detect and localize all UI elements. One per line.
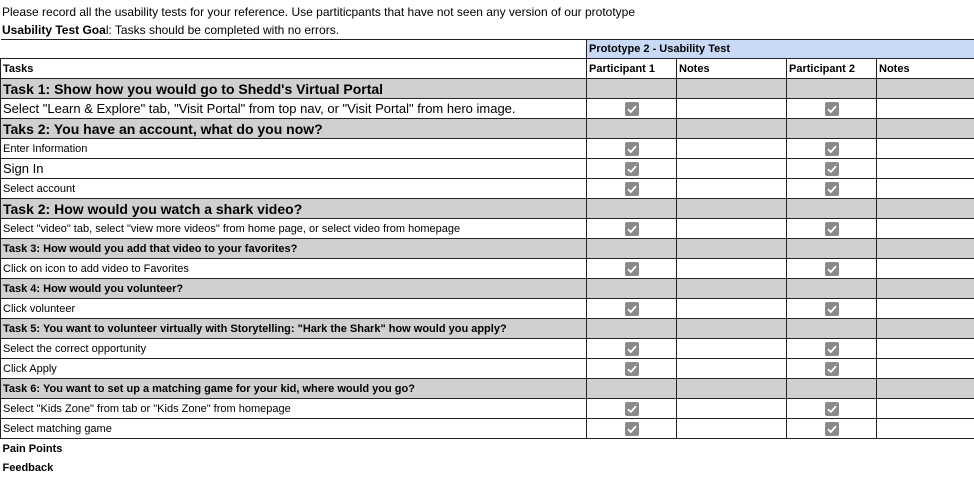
participant-2-cell[interactable] [787, 259, 877, 279]
participant-1-cell[interactable] [587, 319, 677, 339]
checkbox-icon[interactable] [825, 262, 839, 276]
step-row [1, 159, 974, 179]
checkbox-icon[interactable] [625, 162, 639, 176]
participant-1-cell[interactable] [587, 99, 677, 119]
checkbox-icon[interactable] [825, 102, 839, 116]
notes-1-cell[interactable] [677, 159, 787, 179]
checkbox-icon[interactable] [625, 222, 639, 236]
participant-2-cell[interactable] [787, 99, 877, 119]
step-label[interactable]: Select "video" tab, select "view more videos" from home page, or select video from homepage [1, 219, 587, 239]
feedback-label[interactable]: Feedback [1, 458, 974, 477]
notes-1-cell[interactable] [677, 279, 787, 299]
notes-2-cell[interactable] [877, 279, 974, 299]
participant-2-cell[interactable] [787, 359, 877, 379]
checkbox-icon[interactable] [825, 422, 839, 436]
notes-1-cell[interactable] [677, 299, 787, 319]
notes-1-cell[interactable] [677, 219, 787, 239]
notes-2-cell[interactable] [877, 199, 974, 219]
checkbox-icon[interactable] [625, 402, 639, 416]
task-row [1, 319, 974, 339]
notes-1-cell[interactable] [677, 179, 787, 199]
task-row [1, 379, 974, 399]
step-label[interactable]: Select "Kids Zone" from tab or "Kids Zone" from homepage [1, 399, 587, 419]
participant-2-cell[interactable] [787, 159, 877, 179]
participant-2-cell[interactable] [787, 379, 877, 399]
checkbox-icon[interactable] [625, 342, 639, 356]
checkbox-icon[interactable] [825, 222, 839, 236]
participant-1-cell[interactable] [587, 159, 677, 179]
step-label[interactable]: Click on icon to add video to Favorites [1, 259, 587, 279]
task-title[interactable]: Task 1: Show how you would go to Shedd's Virtual Portal [1, 79, 587, 99]
notes-1-cell[interactable] [677, 419, 787, 439]
participant-1-cell[interactable] [587, 259, 677, 279]
instructions-text: Please record all the usability tests for your reference. Use partiticpants that have not seen any version of our prototype [2, 5, 635, 19]
step-label[interactable]: Select the correct opportunity [1, 339, 587, 359]
participant-2-cell[interactable] [787, 419, 877, 439]
prototype-header-row [1, 40, 974, 59]
checkbox-icon[interactable] [625, 362, 639, 376]
footer-row [1, 458, 974, 477]
column-header-row [1, 59, 974, 79]
notes-1-cell[interactable] [677, 399, 787, 419]
participant-1-cell[interactable] [587, 279, 677, 299]
header-tasks[interactable]: Tasks [1, 59, 587, 79]
checkbox-icon[interactable] [625, 262, 639, 276]
task-title[interactable]: Task 6: You want to set up a matching game for your kid, where would you go? [1, 379, 587, 399]
goal-text: l: Tasks should be completed with no errors. [106, 23, 339, 37]
notes-2-cell[interactable] [877, 99, 974, 119]
header-notes-2[interactable]: Notes [877, 59, 974, 79]
task-row [1, 79, 974, 99]
task-row [1, 239, 974, 259]
step-label[interactable]: Enter Information [1, 139, 587, 159]
participant-1-cell[interactable] [587, 379, 677, 399]
header-participant-1[interactable]: Participant 1 [587, 59, 677, 79]
participant-1-cell[interactable] [587, 219, 677, 239]
step-row [1, 359, 974, 379]
test-goal-text [2, 23, 339, 37]
table-body [1, 40, 974, 477]
notes-2-cell[interactable] [877, 119, 974, 139]
notes-1-cell[interactable] [677, 199, 787, 219]
step-row [1, 139, 974, 159]
notes-2-cell[interactable] [877, 299, 974, 319]
participant-1-cell[interactable] [587, 139, 677, 159]
notes-1-cell[interactable] [677, 359, 787, 379]
participant-2-cell[interactable] [787, 139, 877, 159]
step-row [1, 399, 974, 419]
empty-cell [1, 40, 587, 59]
notes-1-cell[interactable] [677, 379, 787, 399]
notes-2-cell[interactable] [877, 79, 974, 99]
participant-2-cell[interactable] [787, 279, 877, 299]
notes-2-cell[interactable] [877, 179, 974, 199]
participant-2-cell[interactable] [787, 79, 877, 99]
checkbox-icon[interactable] [825, 182, 839, 196]
step-row [1, 339, 974, 359]
notes-1-cell[interactable] [677, 99, 787, 119]
checkbox-icon[interactable] [625, 142, 639, 156]
participant-1-cell[interactable] [587, 419, 677, 439]
usability-test-table [0, 39, 974, 477]
notes-2-cell[interactable] [877, 399, 974, 419]
notes-2-cell[interactable] [877, 159, 974, 179]
participant-2-cell[interactable] [787, 319, 877, 339]
participant-2-cell[interactable] [787, 239, 877, 259]
notes-1-cell[interactable] [677, 339, 787, 359]
task-title[interactable]: Task 2: How would you watch a shark video? [1, 199, 587, 219]
notes-2-cell[interactable] [877, 379, 974, 399]
step-label[interactable]: Select matching game [1, 419, 587, 439]
notes-1-cell[interactable] [677, 259, 787, 279]
header-notes-1[interactable]: Notes [677, 59, 787, 79]
notes-1-cell[interactable] [677, 139, 787, 159]
participant-2-cell[interactable] [787, 119, 877, 139]
step-row [1, 99, 974, 119]
notes-2-cell[interactable] [877, 359, 974, 379]
checkbox-icon[interactable] [825, 402, 839, 416]
notes-2-cell[interactable] [877, 319, 974, 339]
participant-1-cell[interactable] [587, 339, 677, 359]
task-title[interactable]: Task 4: How would you volunteer? [1, 279, 587, 299]
checkbox-icon[interactable] [625, 182, 639, 196]
notes-2-cell[interactable] [877, 339, 974, 359]
step-row [1, 419, 974, 439]
participant-1-cell[interactable] [587, 119, 677, 139]
participant-2-cell[interactable] [787, 299, 877, 319]
step-label[interactable]: Click Apply [1, 359, 587, 379]
step-row [1, 259, 974, 279]
checkbox-icon[interactable] [625, 302, 639, 316]
notes-2-cell[interactable] [877, 139, 974, 159]
footer-row [1, 439, 974, 459]
participant-1-cell[interactable] [587, 299, 677, 319]
checkbox-icon[interactable] [825, 302, 839, 316]
step-row [1, 299, 974, 319]
checkbox-icon[interactable] [825, 142, 839, 156]
step-label[interactable]: Click volunteer [1, 299, 587, 319]
step-row [1, 219, 974, 239]
task-title[interactable]: Task 5: You want to volunteer virtually with Storytelling: "Hark the Shark" how would you apply? [1, 319, 587, 339]
step-row [1, 179, 974, 199]
participant-1-cell[interactable] [587, 179, 677, 199]
checkbox-icon[interactable] [625, 102, 639, 116]
notes-1-cell[interactable] [677, 319, 787, 339]
notes-1-cell[interactable] [677, 239, 787, 259]
goal-label: Usability Test Goa [2, 23, 106, 37]
participant-1-cell[interactable] [587, 399, 677, 419]
participant-2-cell[interactable] [787, 219, 877, 239]
participant-1-cell[interactable] [587, 199, 677, 219]
notes-2-cell[interactable] [877, 259, 974, 279]
notes-1-cell[interactable] [677, 79, 787, 99]
task-row [1, 119, 974, 139]
pain-points-label[interactable]: Pain Points [1, 439, 974, 459]
participant-2-cell[interactable] [787, 339, 877, 359]
checkbox-icon[interactable] [825, 342, 839, 356]
step-label[interactable]: Select account [1, 179, 587, 199]
checkbox-icon[interactable] [625, 422, 639, 436]
checkbox-icon[interactable] [825, 162, 839, 176]
checkbox-icon[interactable] [825, 362, 839, 376]
prototype-title[interactable]: Prototype 2 - Usability Test [587, 40, 974, 59]
step-label[interactable]: Select "Learn & Explore" tab, "Visit Portal" from top nav, or "Visit Portal" from hero image. [1, 99, 587, 119]
task-title[interactable]: Taks 2: You have an account, what do you now? [1, 119, 587, 139]
task-row [1, 279, 974, 299]
participant-1-cell[interactable] [587, 359, 677, 379]
notes-1-cell[interactable] [677, 119, 787, 139]
header-participant-2[interactable]: Participant 2 [787, 59, 877, 79]
task-title[interactable]: Task 3: How would you add that video to your favorites? [1, 239, 587, 259]
participant-2-cell[interactable] [787, 199, 877, 219]
notes-2-cell[interactable] [877, 219, 974, 239]
participant-1-cell[interactable] [587, 239, 677, 259]
participant-2-cell[interactable] [787, 179, 877, 199]
step-label[interactable]: Sign In [1, 159, 587, 179]
participant-2-cell[interactable] [787, 399, 877, 419]
notes-2-cell[interactable] [877, 419, 974, 439]
notes-2-cell[interactable] [877, 239, 974, 259]
task-row [1, 199, 974, 219]
participant-1-cell[interactable] [587, 79, 677, 99]
